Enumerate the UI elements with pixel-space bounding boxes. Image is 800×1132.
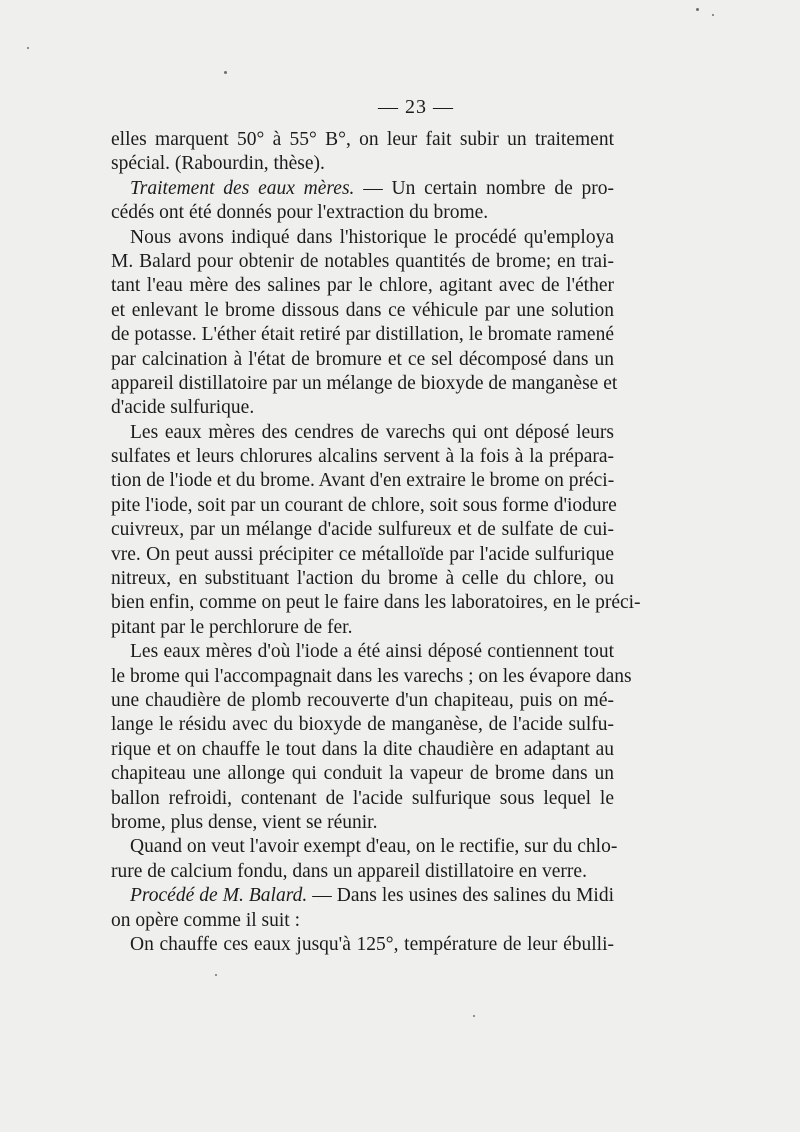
text-line: Les eaux mères des cendres de varechs qui ont déposé leurs (130, 421, 614, 443)
page-speck (215, 974, 217, 976)
text-line: nitreux, en substituant l'action du brome à celle du chlore, ou (111, 568, 614, 590)
text-line: elles marquent 50° à 55° B°, on leur fait subir un traitement (111, 129, 614, 150)
text-line: Les eaux mères d'où l'iode a été ainsi déposé contiennent tout (130, 641, 614, 663)
text-line: on opère comme il suit : (111, 909, 301, 931)
page-number: — 23 — (378, 96, 454, 118)
text-line: le brome qui l'accompagnait dans les varechs ; on les évapore dans (111, 665, 632, 687)
page-speck (27, 47, 29, 49)
text-line: — Dans les usines des salines du Midi (312, 885, 614, 907)
text-line: appareil distillatoire par un mélange de bioxyde de manganèse et (111, 372, 618, 394)
text-line: lange le résidu avec du bioxyde de manganèse, de l'acide sulfu- (111, 714, 614, 736)
text-line: vre. On peut aussi précipiter ce métalloïde par l'acide sulfurique (111, 543, 614, 565)
text-line: sulfates et leurs chlorures alcalins servent à la fois à la prépara- (111, 446, 614, 468)
text-line: ballon refroidi, contenant de l'acide sulfurique sous lequel le (111, 787, 614, 809)
body-text (111, 128, 641, 957)
text-line: Un certain nombre de pro- (391, 177, 615, 199)
text-line: spécial. (Rabourdin, thèse). (111, 153, 325, 175)
page-speck (224, 71, 227, 74)
text-line: chapiteau une allonge qui conduit la vapeur de brome dans un (111, 763, 614, 785)
page-speck (696, 8, 699, 11)
text-line: rure de calcium fondu, dans un appareil distillatoire en verre. (111, 860, 587, 882)
section-heading-balard: Procédé de M. Balard. (130, 885, 308, 907)
text-line: tion de l'iode et du brome. Avant d'en extraire le brome on préci- (111, 470, 615, 492)
page-speck (712, 14, 714, 16)
text-line: et enlevant le brome dissous dans ce véhicule par une solution (111, 299, 614, 321)
page-speck (473, 1015, 475, 1017)
paragraph-traitement: Traitement des eaux mères. — Un certain nombre de pro- (130, 177, 615, 199)
text-line: d'acide sulfurique. (111, 397, 255, 419)
text-line: Quand on veut l'avoir exempt d'eau, on le rectifie, sur du chlo- (130, 836, 618, 858)
text-line: Nous avons indiqué dans l'historique le procédé qu'employa (130, 226, 614, 248)
text-line: cédés ont été donnés pour l'extraction du brome. (111, 202, 489, 224)
paragraph-balard (111, 884, 614, 908)
text-line: de potasse. L'éther était retiré par distillation, le bromate ramené (111, 324, 614, 346)
text-line: une chaudière de plomb recouverte d'un chapiteau, puis on mé- (111, 689, 614, 711)
text-line: brome, plus dense, vient se réunir. (111, 811, 378, 833)
text-line: cuivreux, par un mélange d'acide sulfureux et de sulfate de cui- (111, 519, 614, 541)
text-line: M. Balard pour obtenir de notables quantités de brome; en trai- (111, 250, 614, 272)
text-line: bien enfin, comme on peut le faire dans les laboratoires, en le préci- (111, 592, 641, 614)
text-line: tant l'eau mère des salines par le chlore, agitant avec de l'éther (111, 275, 614, 297)
text-line: rique et on chauffe le tout dans la dite chaudière en adaptant au (111, 738, 614, 760)
text-line: par calcination à l'état de bromure et ce sel décomposé dans un (111, 348, 614, 370)
section-heading-traitement: Traitement des eaux mères. (130, 177, 355, 199)
text-line: On chauffe ces eaux jusqu'à 125°, température de leur ébulli- (130, 933, 614, 955)
text-line: pite l'iode, soit par un courant de chlore, soit sous forme d'iodure (111, 494, 617, 516)
text-line: pitant par le perchlorure de fer. (111, 616, 353, 638)
